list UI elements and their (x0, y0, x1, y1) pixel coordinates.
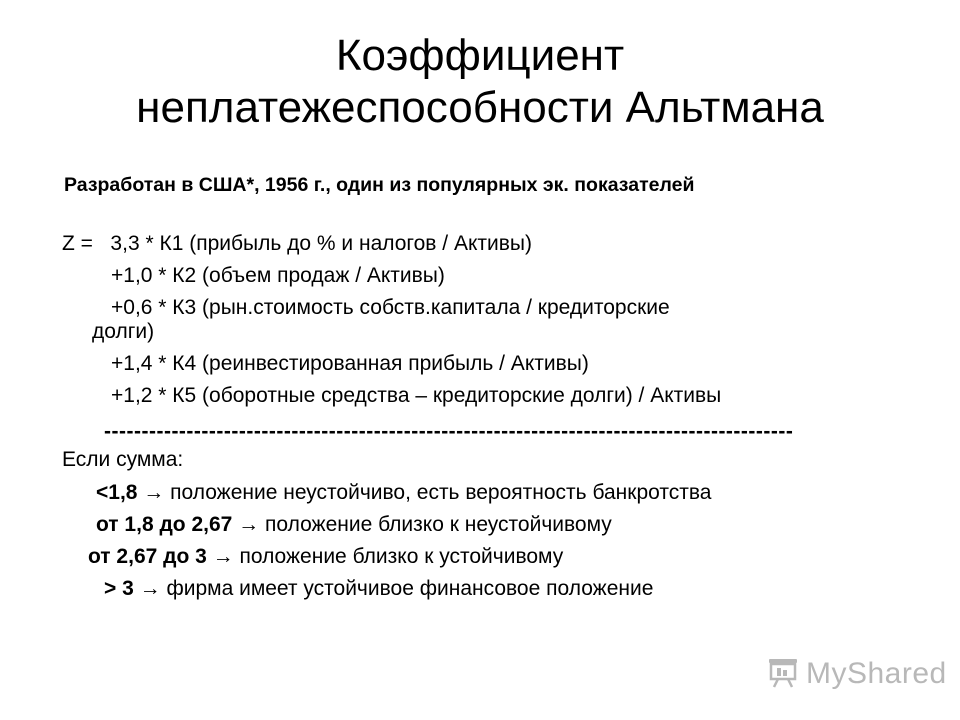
condition-item-2 (96, 513, 612, 537)
watermark-logo (766, 654, 947, 694)
title-line-2: неплатежеспособности Альтмана (136, 83, 824, 132)
separator-line: -------------------------------------------------------------------------------------------- (104, 420, 794, 443)
formula-line-3-continued: долги) (92, 320, 155, 343)
condition-range: от 1,8 до 2,67 (96, 513, 233, 536)
watermark-text: MyShared (806, 657, 947, 690)
condition-item-4 (104, 577, 653, 601)
formula-line-5: +1,2 * К5 (оборотные средства – кредиторские долги) / Активы (111, 384, 722, 407)
condition-text: → положение близко к устойчивому (206, 545, 564, 568)
condition-item-1 (96, 481, 711, 505)
subtitle: Разработан в США*, 1956 г., один из популярных эк. показателей (64, 174, 695, 196)
formula-line-4: +1,4 * К4 (реинвестированная прибыль / Активы) (111, 352, 589, 375)
slide-title (0, 30, 960, 134)
formula-line-2: +1,0 * К2 (объем продаж / Активы) (111, 264, 445, 287)
conditions-heading: Если сумма: (62, 448, 184, 471)
presentation-board-icon (766, 655, 800, 694)
condition-text: → фирма имеет устойчивое финансовое положение (133, 577, 654, 600)
title-line-1: Коэффициент (335, 31, 625, 80)
condition-range: <1,8 (96, 481, 138, 504)
condition-text: → положение неустойчиво, есть вероятность банкротства (137, 481, 712, 504)
formula-line-1: Z = 3,3 * К1 (прибыль до % и налогов / Активы) (62, 232, 532, 255)
condition-range: от 2,67 до 3 (88, 545, 207, 568)
formula-line-3: +0,6 * К3 (рын.стоимость собств.капитала / кредиторские (111, 296, 670, 319)
condition-range: > 3 (104, 577, 134, 600)
condition-text: → положение близко к неустойчивому (232, 513, 612, 536)
condition-item-3 (88, 545, 563, 569)
